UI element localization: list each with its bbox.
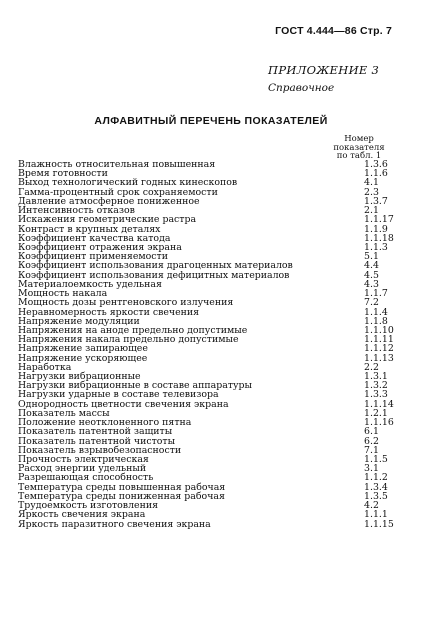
indicator-name: Контраст в крупных деталях: [18, 223, 161, 235]
page-header: ГОСТ 4.444—86 Стр. 7: [275, 25, 392, 37]
indicator-name: Время готовности: [18, 168, 108, 180]
indicator-name: Наработка: [18, 361, 72, 373]
indicator-name: Яркость свечения экрана: [18, 509, 146, 521]
indicator-number: 1.1.7: [364, 288, 388, 300]
indicator-name: Напряжение ускоряющее: [18, 352, 148, 364]
indicator-number: 1.3.6: [364, 159, 388, 170]
indicator-name: Коэффициент использования драгоценных материалов: [18, 260, 293, 272]
indicator-name: Положение неотклоненного пятна: [18, 417, 192, 429]
document-title: АЛФАВИТНЫЙ ПЕРЕЧЕНЬ ПОКАЗАТЕЛЕЙ: [94, 115, 328, 127]
indicator-name: Показатель патентной защиты: [18, 426, 173, 438]
indicator-number: 1.1.11: [364, 334, 394, 346]
column-header: [330, 135, 388, 161]
indicator-name: Влажность относительная повышенная: [18, 159, 216, 170]
indicator-number: 1.1.8: [364, 315, 388, 327]
indicator-name: Показатель взрывобезопасности: [18, 444, 182, 456]
indicator-number: 1.1.1: [364, 509, 388, 521]
indicator-number: 4.3: [364, 278, 379, 290]
column-header-line: по табл. 1: [336, 151, 382, 161]
indicator-name: Выход технологический годных кинескопов: [18, 177, 238, 189]
appendix-subtitle: Справочное: [268, 82, 335, 94]
indicator-number: 6.1: [364, 426, 379, 438]
indicator-number: 4.5: [364, 269, 379, 281]
indicator-number: 1.3.5: [364, 490, 388, 502]
indicator-name: Материалоемкость удельная: [18, 278, 162, 290]
indicator-number: 1.1.10: [364, 324, 394, 336]
indicator-number: 1.1.13: [364, 352, 394, 364]
indicator-number: 1.2.1: [364, 407, 388, 419]
list-item: [18, 520, 410, 529]
indicator-name: Мощность накала: [18, 288, 108, 300]
indicator-list: [18, 160, 410, 529]
indicator-name: Расход энергии удельный: [18, 463, 147, 475]
indicator-number: 7.2: [364, 297, 379, 309]
indicator-number: 1.1.18: [364, 232, 394, 244]
indicator-number: 1.1.9: [364, 223, 388, 235]
indicator-name: Коэффициент использования дефицитных материалов: [18, 269, 290, 281]
list-item: [18, 354, 410, 363]
indicator-number: 1.3.2: [364, 380, 388, 392]
indicator-name: Трудоемкость изготовления: [18, 500, 158, 512]
indicator-number: 1.3.1: [364, 371, 388, 383]
indicator-name: Напряжение модуляции: [18, 315, 140, 327]
indicator-number: 4.1: [364, 177, 379, 189]
indicator-number: 1.1.16: [364, 417, 394, 429]
indicator-name: Нагрузки вибрационные в составе аппаратуры: [18, 380, 252, 392]
indicator-name: Гамма-процентный срок сохраняемости: [18, 186, 218, 198]
indicator-name: Искажения геометрические растра: [18, 214, 197, 226]
indicator-number: 1.1.3: [364, 241, 388, 253]
indicator-name: Неравномерность яркости свечения: [18, 306, 200, 318]
indicator-name: Показатель массы: [18, 407, 110, 419]
indicator-number: 1.1.12: [364, 343, 394, 355]
indicator-number: 1.3.7: [364, 195, 388, 207]
indicator-number: 3.1: [364, 463, 379, 475]
indicator-name: Коэффициент применяемости: [18, 251, 168, 263]
indicator-name: Интенсивность отказов: [18, 205, 135, 217]
indicator-name: Нагрузки вибрационные: [18, 371, 141, 383]
appendix-title: ПРИЛОЖЕНИЕ 3: [268, 63, 380, 77]
indicator-number: 7.1: [364, 444, 379, 456]
indicator-name: Температура среды повышенная рабочая: [18, 481, 226, 493]
indicator-number: 1.1.15: [364, 518, 394, 530]
indicator-name: Напряжения накала предельно допустимые: [18, 334, 239, 346]
indicator-number: 1.1.5: [364, 454, 388, 465]
indicator-number: 4.4: [364, 260, 379, 272]
indicator-name: Разрешающая способность: [18, 472, 154, 484]
indicator-name: Показатель патентной чистоты: [18, 435, 176, 447]
column-header-line: Номер: [344, 134, 374, 144]
indicator-name: Коэффициент отражения экрана: [18, 241, 182, 253]
indicator-name: Температура среды пониженная рабочая: [18, 490, 225, 502]
indicator-number: 5.1: [364, 251, 379, 263]
indicator-number: 1.1.4: [364, 306, 388, 318]
indicator-number: 1.3.3: [364, 389, 388, 401]
indicator-name: Однородность цветности свечения экрана: [18, 398, 229, 410]
indicator-number: 2.3: [364, 186, 379, 198]
indicator-number: 1.3.4: [364, 481, 388, 493]
indicator-number: 1.1.17: [364, 214, 394, 226]
column-header-line: показателя: [333, 142, 385, 153]
indicator-name: Нагрузки ударные в составе телевизора: [18, 389, 219, 401]
indicator-number: 2.2: [364, 361, 379, 373]
indicator-name: Давление атмосферное пониженное: [18, 195, 200, 207]
indicator-name: Прочность электрическая: [18, 454, 149, 465]
indicator-number: 1.1.6: [364, 168, 388, 180]
indicator-number: 4.2: [364, 500, 379, 512]
indicator-name: Яркость паразитного свечения экрана: [18, 518, 211, 530]
indicator-name: Коэффициент качества катода: [18, 232, 171, 244]
indicator-number: 1.1.2: [364, 472, 388, 484]
indicator-name: Мощность дозы рентгеновского излучения: [18, 297, 234, 309]
indicator-number: 1.1.14: [364, 398, 394, 410]
indicator-name: Напряжения на аноде предельно допустимые: [18, 324, 248, 336]
indicator-name: Напряжение запирающее: [18, 343, 148, 355]
indicator-number: 2.1: [364, 205, 379, 217]
indicator-number: 6.2: [364, 435, 379, 447]
